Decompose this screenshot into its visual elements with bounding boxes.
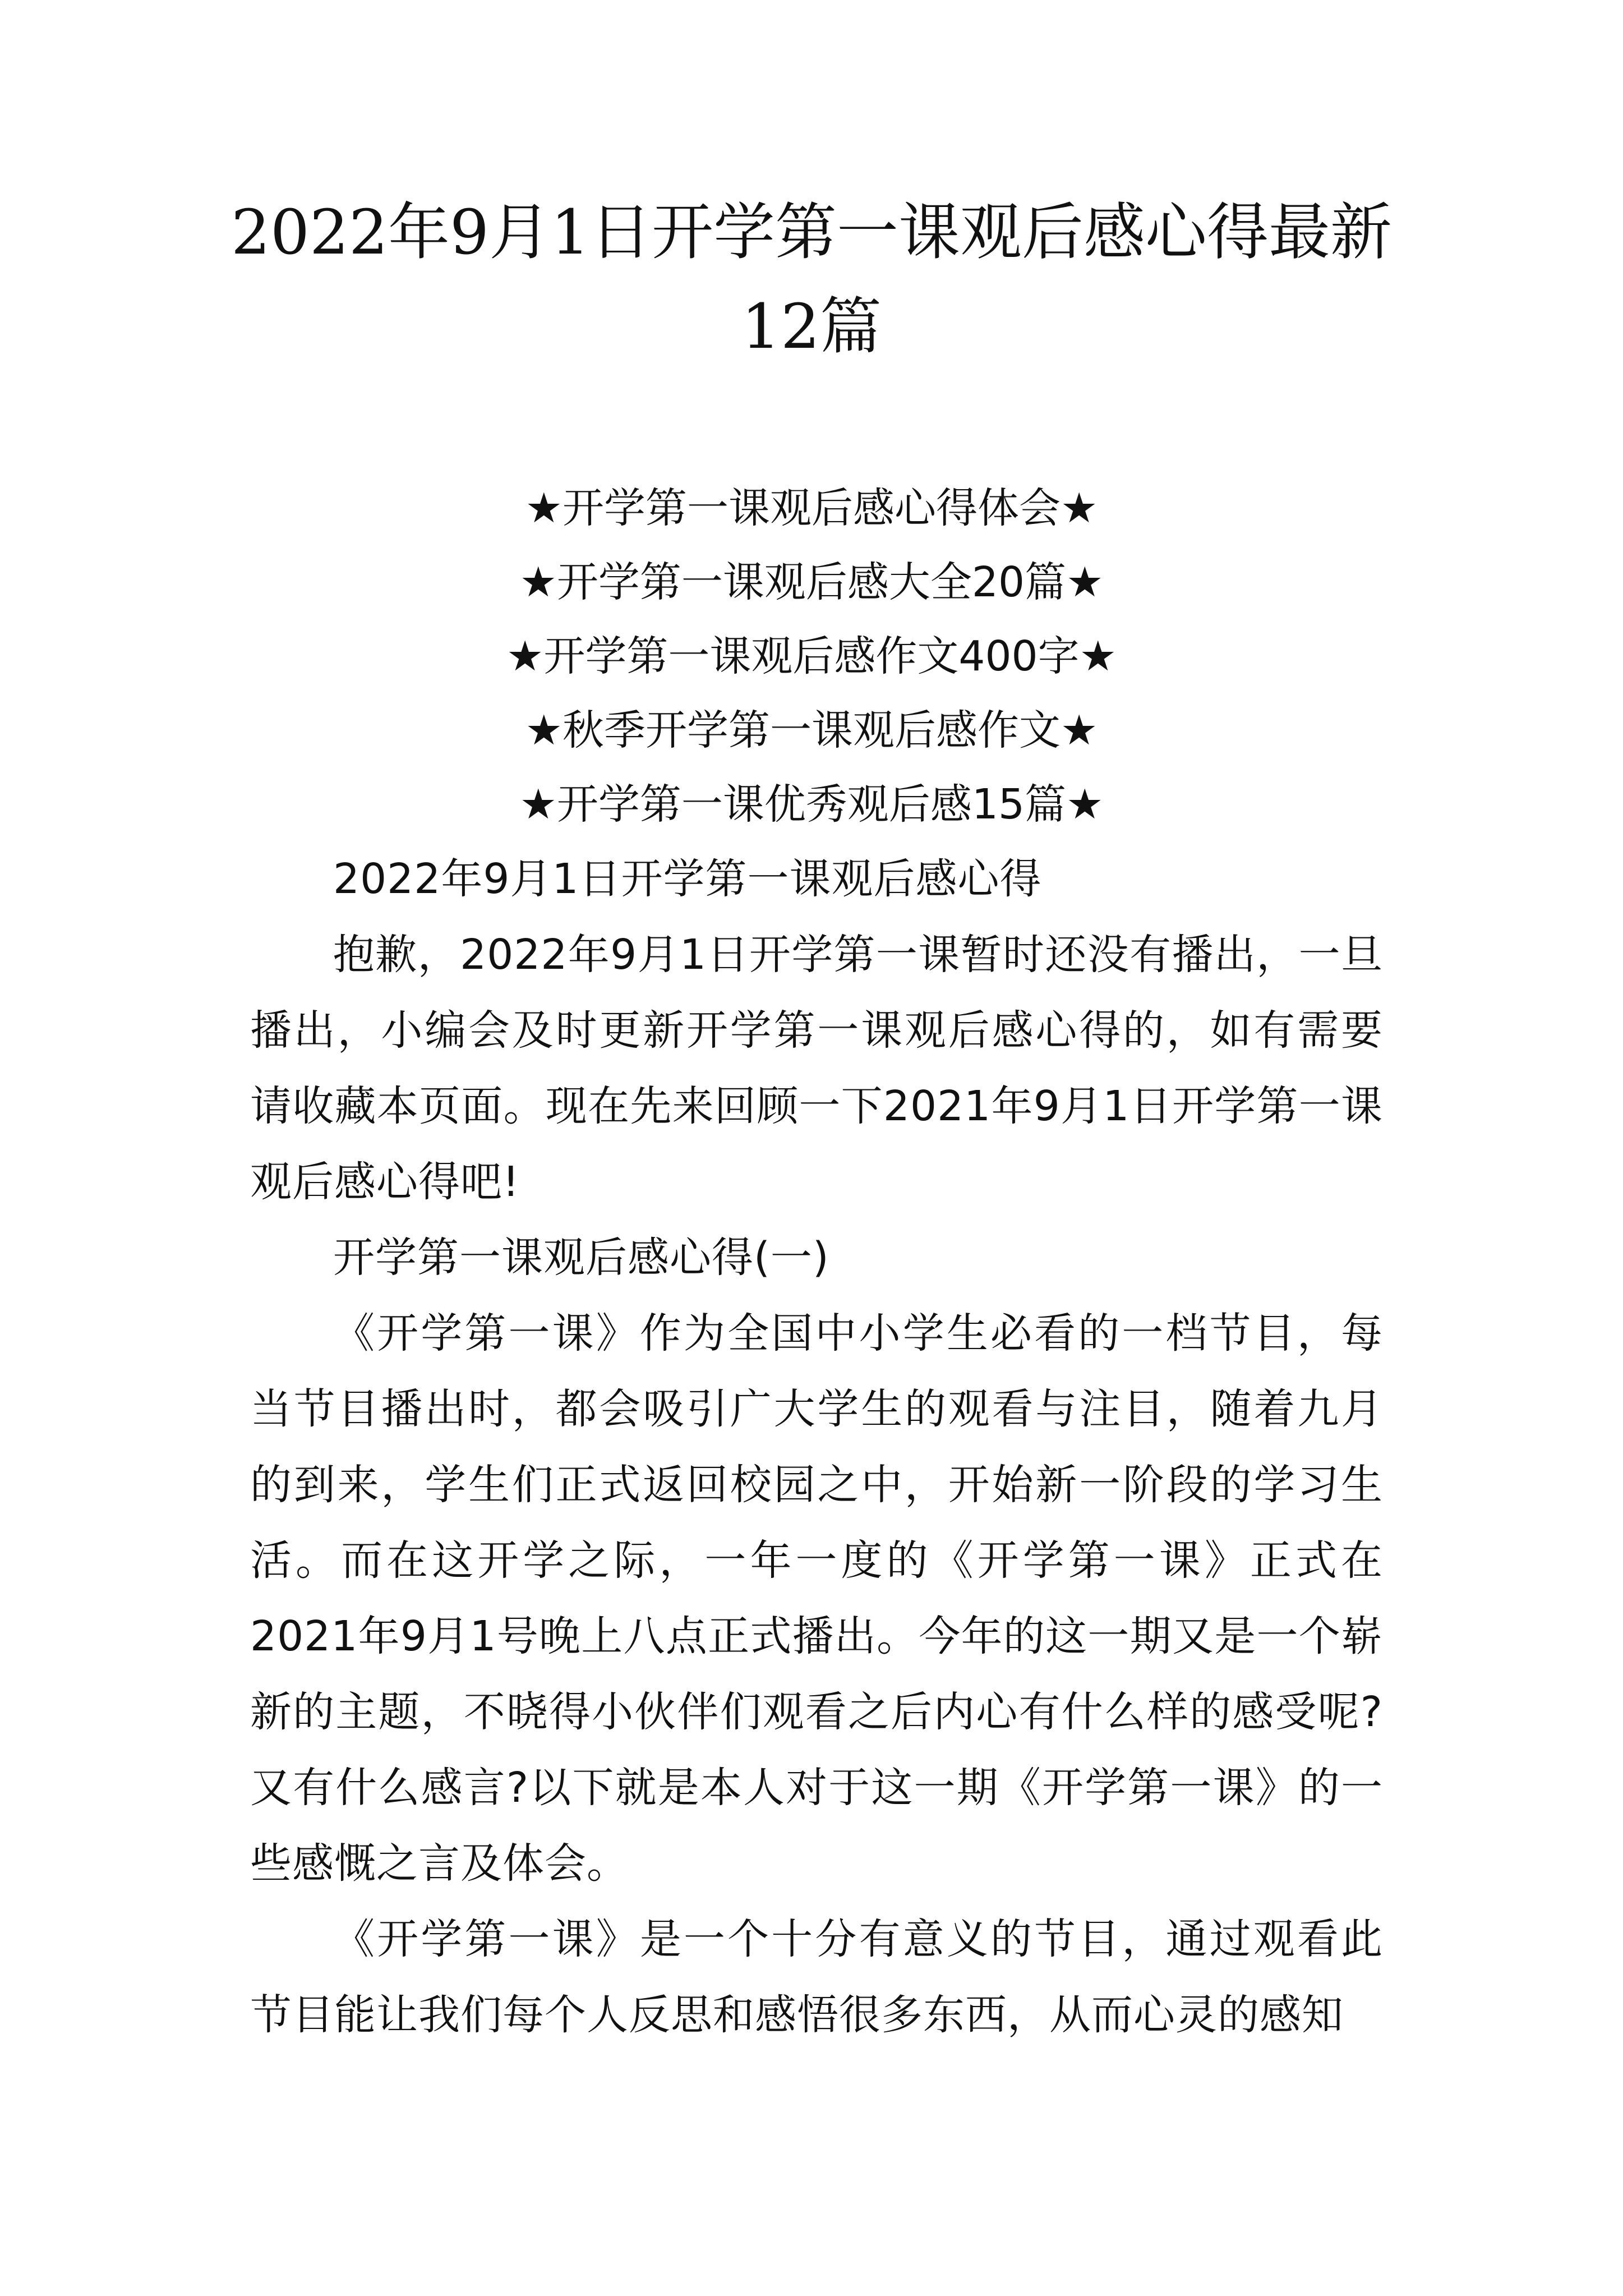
related-link-item[interactable]: [213, 545, 1410, 619]
related-link[interactable]: ★开学第一课观后感大全20篇★: [519, 558, 1104, 606]
related-link[interactable]: ★开学第一课观后感作文400字★: [506, 632, 1117, 680]
related-link[interactable]: ★秋季开学第一课观后感作文★: [525, 706, 1098, 754]
related-links-list: [213, 471, 1410, 841]
related-link-item[interactable]: [213, 767, 1410, 841]
document-title: [213, 185, 1410, 374]
body-paragraph: 《开学第一课》是一个十分有意义的节目，通过观看此节目能让我们每个人反思和感悟很多东西，从而心灵的感知: [250, 1915, 1383, 2039]
related-link-item[interactable]: [213, 693, 1410, 767]
title-line-1: 2022年9月1日开学第一课观后感心得最新: [231, 196, 1392, 268]
subsection-heading: 开学第一课观后感心得(一): [333, 1234, 829, 1282]
body-paragraph: 抱歉，2022年9月1日开学第一课暂时还没有播出，一旦播出，小编会及时更新开学第一课观后感心得的，如有需要请收藏本页面。现在先来回顾一下2021年9月1日开学第一课观后感心得吧!: [250, 931, 1383, 1206]
related-link[interactable]: ★开学第一课优秀观后感15篇★: [519, 780, 1104, 829]
title-line-2: 12篇: [741, 291, 882, 362]
related-link[interactable]: ★开学第一课观后感心得体会★: [525, 484, 1098, 532]
body-paragraph: 《开学第一课》作为全国中小学生必看的一档节目，每当节目播出时，都会吸引广大学生的观看与注目，随着九月的到来，学生们正式返回校园之中，开始新一阶段的学习生活。而在这开学之际，一年一度的《开学第一课》正式在2021年9月1号晚上八点正式播出。今年的这一期又是一个崭新的主题，不晓得小伙伴们观看之后内心有什么样的感受呢?又有什么感言?以下就是本人对于这一期《开学第一课》的一些感慨之言及体会。: [250, 1309, 1383, 1888]
section-heading: 2022年9月1日开学第一课观后感心得: [333, 855, 1042, 903]
related-link-item[interactable]: [213, 471, 1410, 545]
related-link-item[interactable]: [213, 619, 1410, 693]
article-body: [250, 841, 1383, 2053]
